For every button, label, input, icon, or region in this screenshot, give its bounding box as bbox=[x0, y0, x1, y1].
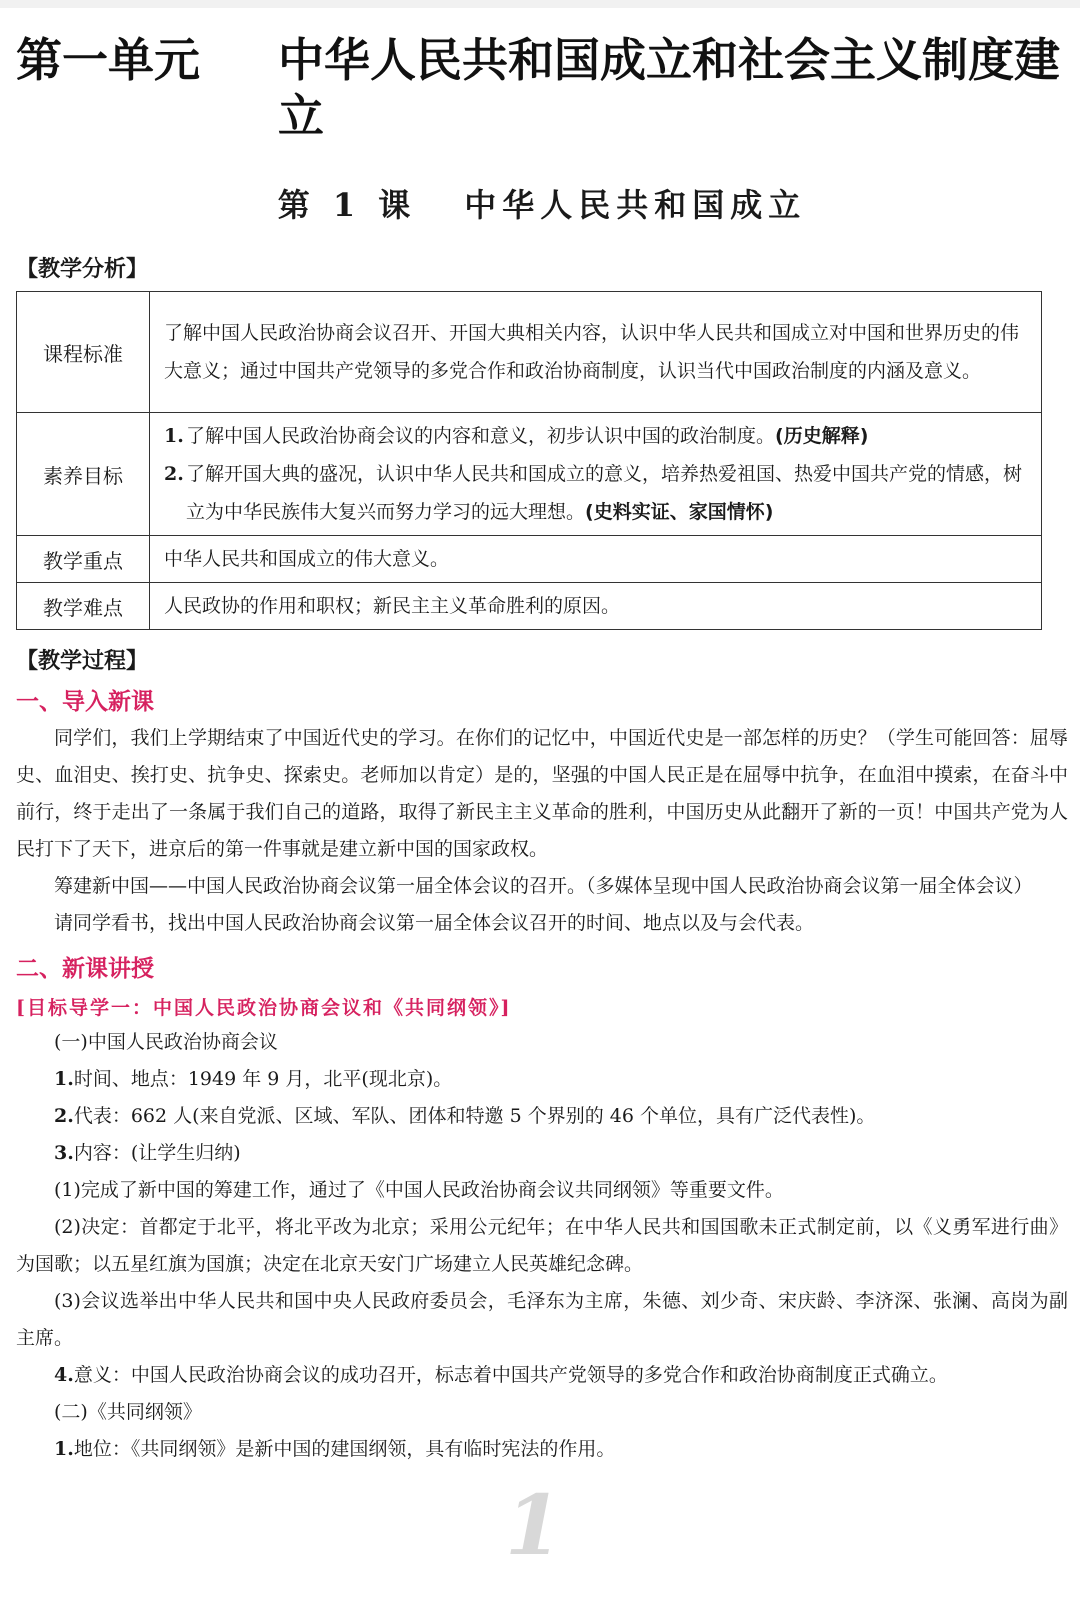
list-item: 1.地位：《共同纲领》是新中国的建国纲领，具有临时宪法的作用。 bbox=[54, 1438, 616, 1460]
top-bar bbox=[0, 0, 1080, 8]
analysis-heading: 【教学分析】 bbox=[16, 257, 149, 282]
row-content: 人民政协的作用和职权；新民主主义革命胜利的原因。 bbox=[150, 583, 1042, 630]
table-row bbox=[17, 583, 1042, 630]
list-item: 1.时间、地点：1949 年 9 月，北平(现北京)。 bbox=[54, 1068, 453, 1090]
table-row bbox=[17, 413, 1042, 536]
table-row bbox=[17, 536, 1042, 583]
list-item: 3.内容：(让学生归纳) bbox=[54, 1142, 241, 1164]
content-item: (2)决定：首都定于北平，将北平改为北京；采用公元纪年；在中华人民共和国国歌未正式制定前，以《义勇军进行曲》为国歌；以五星红旗为国旗；决定在北京天安门广场建立人民英雄纪念碑。 bbox=[16, 1216, 1068, 1275]
process-heading: 【教学过程】 bbox=[16, 649, 149, 674]
document-page bbox=[0, 32, 1080, 1468]
paragraph: 请同学看书，找出中国人民政治协商会议第一届全体会议召开的时间、地点以及与会代表。 bbox=[54, 912, 815, 934]
section-title-lecture: 二、新课讲授 bbox=[16, 956, 154, 982]
lesson-name: 中华人民共和国成立 bbox=[464, 186, 807, 224]
content-item: (3)会议选举出中华人民共和国中央人民政府委员会，毛泽东为主席，朱德、刘少奇、宋庆龄、李济深、张澜、高岗为副主席。 bbox=[16, 1290, 1068, 1349]
page-number: 1 bbox=[505, 1478, 563, 1574]
goal-text: 了解中国人民政治协商会议的内容和意义，初步认识中国的政治制度。 bbox=[186, 425, 776, 447]
subheading: (一)中国人民政治协商会议 bbox=[54, 1031, 278, 1053]
unit-name: 中华人民共和国成立和社会主义制度建立 bbox=[278, 33, 1060, 143]
lesson-number: 第 1 课 bbox=[277, 186, 417, 224]
paragraph: 同学们，我们上学期结束了中国近代史的学习。在你们的记忆中，中国近代史是一部怎样的历史？（学生可能回答：屈辱史、血泪史、挨打史、抗争史、探索史。老师加以肯定）是的，坚强的中国人民正是在屈辱中抗争，在血泪中摸索，在奋斗中前行，终于走出了一条属于我们自己的道路，取得了新民主主义革命的胜利，中国历史从此翻开了新的一页！中国共产党为人民打下了天下，进京后的第一件事就是建立新中国的国家政权。 bbox=[16, 727, 1068, 860]
row-label: 教学难点 bbox=[17, 583, 150, 630]
row-content: 中华人民共和国成立的伟大意义。 bbox=[150, 536, 1042, 583]
row-label: 素养目标 bbox=[17, 413, 150, 536]
goal-item bbox=[164, 417, 1031, 455]
content-item: (1)完成了新中国的筹建工作，通过了《中国人民政治协商会议共同纲领》等重要文件。 bbox=[54, 1179, 784, 1201]
goal-tag: (史料实证、家国情怀) bbox=[585, 501, 774, 523]
goal-number: 2. bbox=[164, 463, 184, 485]
analysis-table bbox=[16, 291, 1042, 630]
lesson-title bbox=[16, 180, 1068, 226]
goal-number: 1. bbox=[164, 425, 184, 447]
row-label: 课程标准 bbox=[17, 292, 150, 413]
goal-text: 了解开国大典的盛况，认识中华人民共和国成立的意义，培养热爱祖国、热爱中国共产党的情感，树立为中华民族伟大复兴而努力学习的远大理想。 bbox=[186, 463, 1023, 523]
list-item: 4.意义：中国人民政治协商会议的成功召开，标志着中国共产党领导的多党合作和政治协商制度正式确立。 bbox=[54, 1364, 948, 1386]
row-content bbox=[150, 413, 1042, 536]
row-label: 教学重点 bbox=[17, 536, 150, 583]
row-content: 了解中国人民政治协商会议召开、开国大典相关内容，认识中华人民共和国成立对中国和世界历史的伟大意义；通过中国共产党领导的多党合作和政治协商制度，认识当代中国政治制度的内涵及意义。 bbox=[150, 292, 1042, 413]
goal-tag: (历史解释) bbox=[775, 425, 869, 447]
target-label: [目标导学一：中国人民政治协商会议和《共同纲领》] bbox=[16, 997, 512, 1019]
paragraph: 筹建新中国——中国人民政治协商会议第一届全体会议的召开。（多媒体呈现中国人民政治协商会议第一届全体会议） bbox=[54, 875, 1033, 897]
list-item: 2.代表：662 人(来自党派、区域、军队、团体和特邀 5 个界别的 46 个单位，具有广泛代表性)。 bbox=[54, 1105, 876, 1127]
unit-title bbox=[16, 32, 1068, 144]
goal-item bbox=[164, 455, 1031, 531]
table-row bbox=[17, 292, 1042, 413]
unit-label: 第一单元 bbox=[16, 33, 200, 87]
section-title-intro: 一、导入新课 bbox=[16, 689, 154, 715]
subheading: (二)《共同纲领》 bbox=[54, 1401, 202, 1423]
